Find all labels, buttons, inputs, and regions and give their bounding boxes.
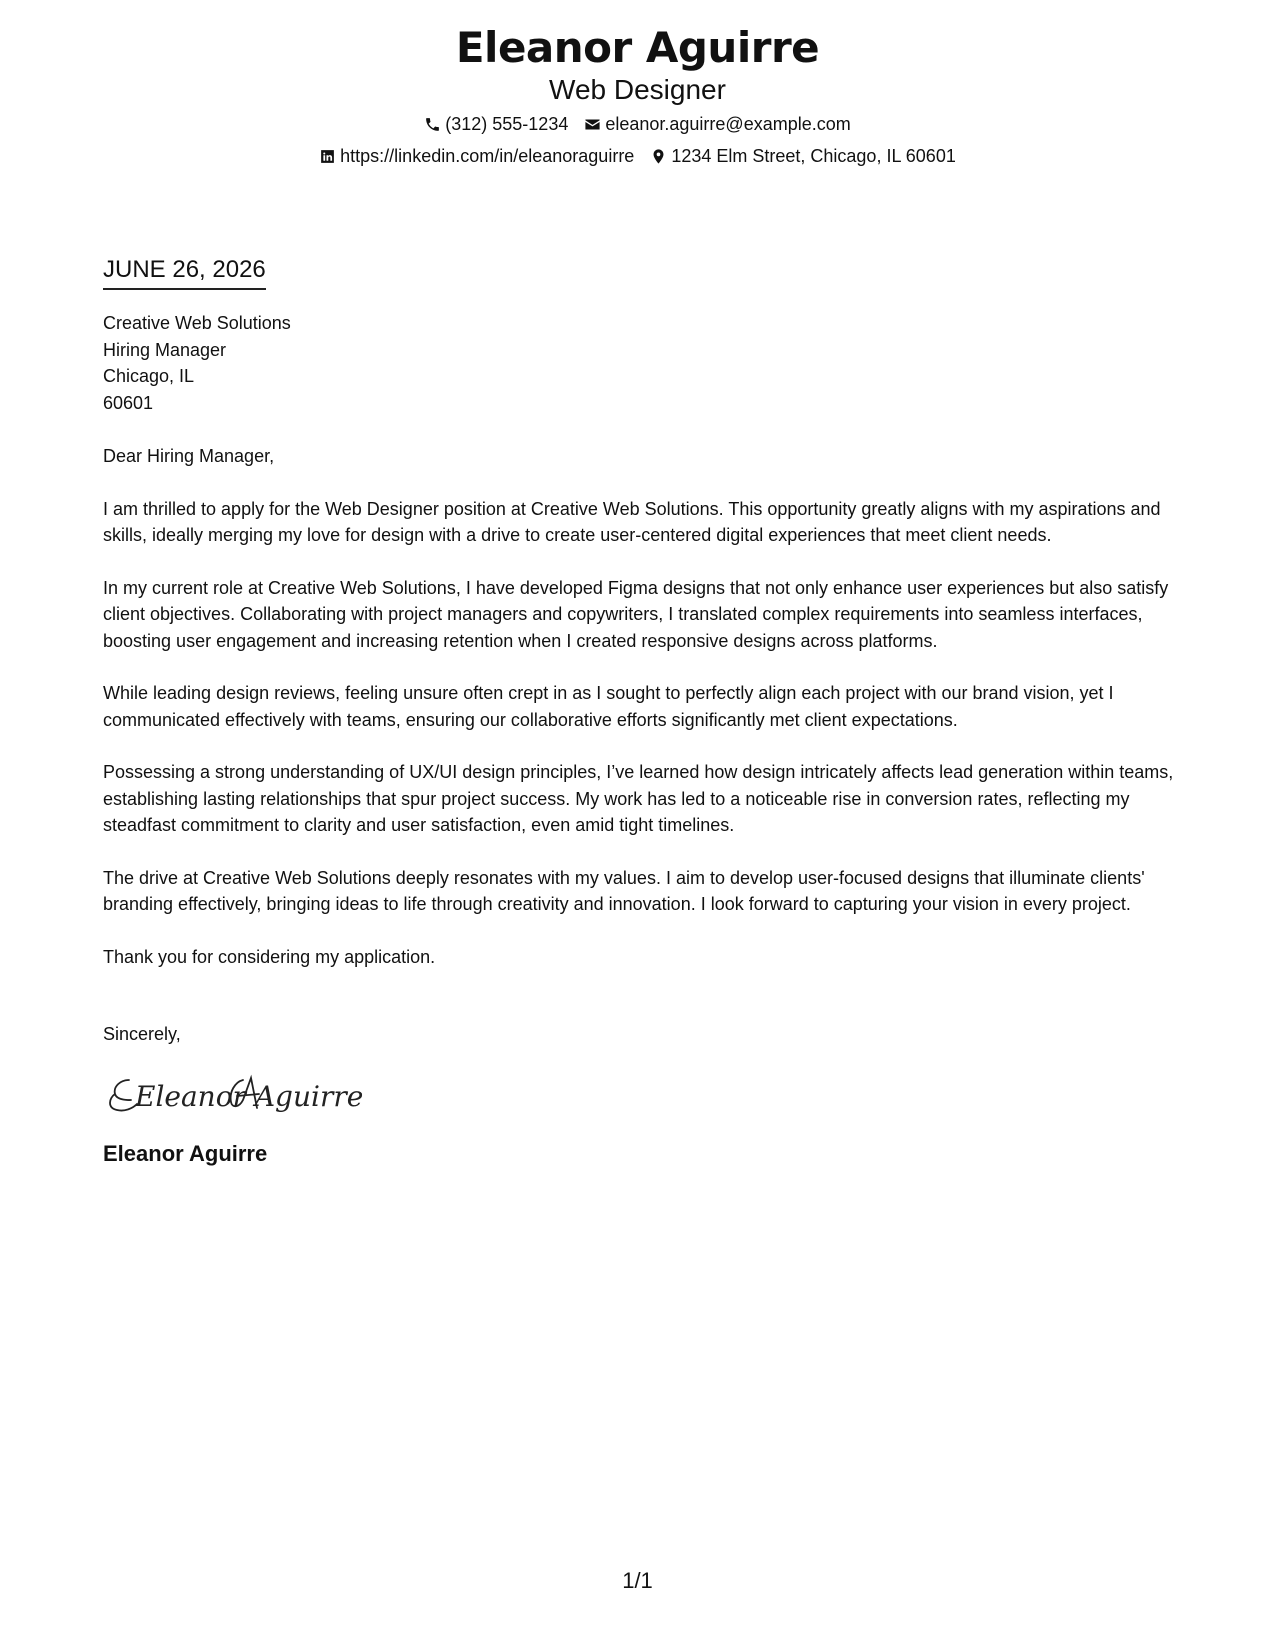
signature-first: Eleanor Aguirre <box>135 1079 364 1113</box>
envelope-icon <box>584 116 601 133</box>
email-link[interactable]: eleanor.aguirre@example.com <box>605 114 851 134</box>
paragraph-4: Possessing a strong understanding of UX/UI design principles, I’ve learned how design intricately affects lead generation within teams, establishing lasting relationships that spur project success. My work has led to a noticeable rise in conversion rates, reflecting my steadfast commitment to clarity and user satisfaction, even amid tight timelines. <box>103 762 1174 835</box>
paragraph-2: In my current role at Creative Web Solutions, I have developed Figma designs that not only enhance user experiences but also satisfy client objectives. Collaborating with project managers and copywriters, I translated complex requirements into seamless interfaces, boosting user engagement and increasing retention when I created responsive designs across platforms. <box>103 577 1169 651</box>
contact-row-secondary <box>0 144 1275 168</box>
page-number: 1/1 <box>622 1568 653 1593</box>
recipient-city: Chicago, IL <box>103 366 195 386</box>
phone-text: (312) 555-1234 <box>445 114 569 134</box>
paragraph-thanks: Thank you for considering my application. <box>103 946 436 967</box>
paragraph-1: I am thrilled to apply for the Web Designer position at Creative Web Solutions. This opportunity greatly aligns with my aspirations and skills, ideally merging my love for design with a drive to create user-centered digital experiences that meet client needs. <box>103 498 1161 545</box>
linkedin-icon <box>319 148 336 165</box>
contact-address <box>650 144 956 168</box>
sender-title: Web Designer <box>549 74 726 105</box>
closing: Sincerely, <box>103 1024 181 1044</box>
contact-phone <box>424 112 568 136</box>
phone-icon <box>424 116 441 133</box>
contact-email[interactable] <box>584 112 850 136</box>
recipient-contact: Hiring Manager <box>103 339 227 360</box>
handwritten-signature <box>107 1070 1183 1118</box>
paragraph-3: While leading design reviews, feeling unsure often crept in as I sought to perfectly align each project with our brand vision, yet I communicated effectively with teams, ensuring our collaborative efforts significantly met client expectations. <box>103 683 1114 730</box>
paragraph-5: The drive at Creative Web Solutions deeply resonates with my values. I aim to develop user-focused designs that illuminate clients' branding effectively, bringing ideas to life through creativity and innovation. I look forward to capturing your vision in every project. <box>103 867 1145 914</box>
sender-name: Eleanor Aguirre <box>455 23 820 72</box>
recipient-block <box>103 310 1183 416</box>
signature-image <box>107 1070 367 1118</box>
linkedin-link[interactable]: https://linkedin.com/in/eleanoraguirre <box>340 146 635 166</box>
contact-row-primary <box>0 112 1275 136</box>
contact-linkedin[interactable] <box>319 144 634 168</box>
letter-date: JUNE 26, 2026 <box>103 255 266 290</box>
letter-header <box>0 22 1275 168</box>
letter-body <box>103 255 1183 1168</box>
signer-name: Eleanor Aguirre <box>103 1140 268 1166</box>
recipient-zip: 60601 <box>103 392 154 413</box>
address-text: 1234 Elm Street, Chicago, IL 60601 <box>671 146 956 166</box>
recipient-company: Creative Web Solutions <box>103 313 291 333</box>
salutation: Dear Hiring Manager, <box>103 446 275 466</box>
map-marker-icon <box>650 148 667 165</box>
